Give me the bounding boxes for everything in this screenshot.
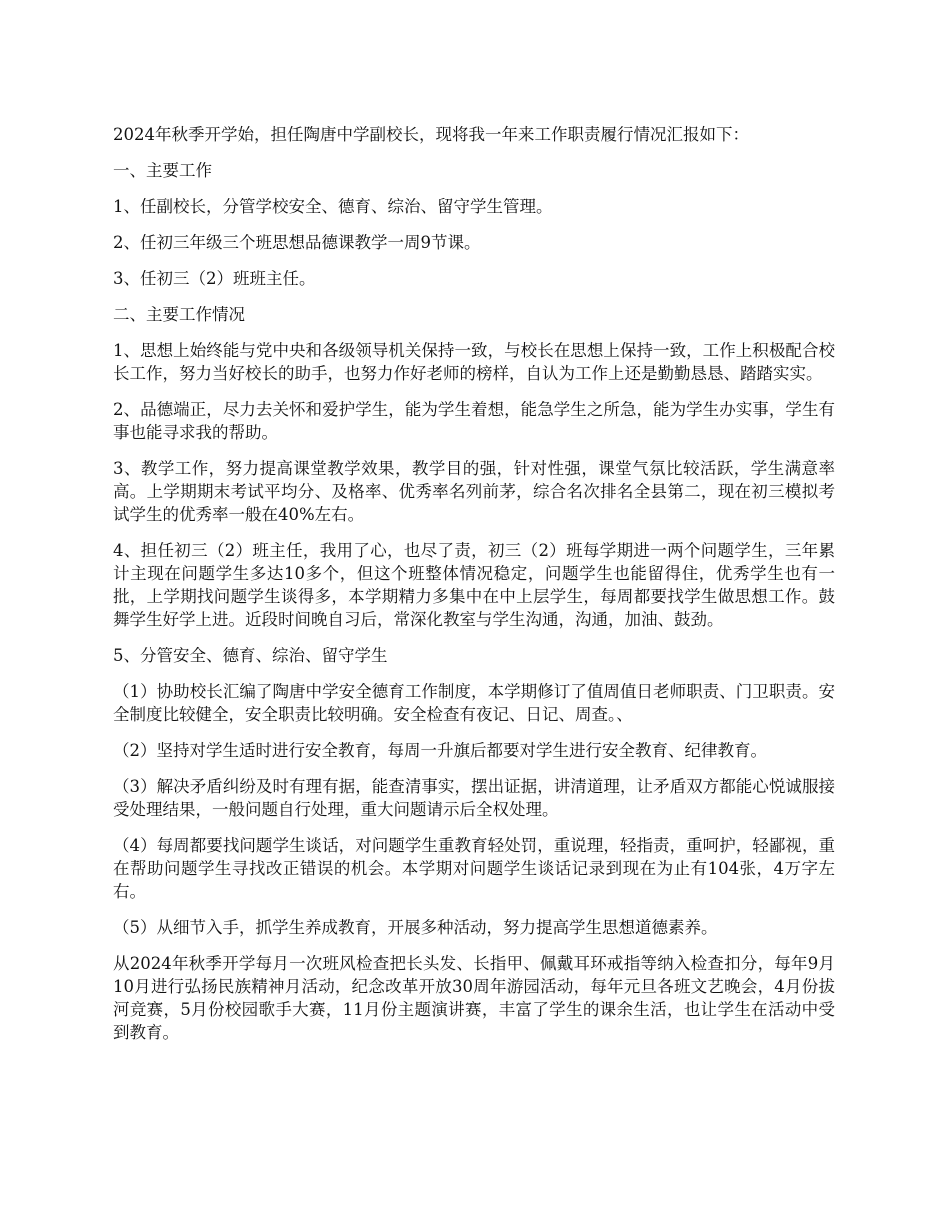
paragraph: 5、分管安全、德育、综治、留守学生 — [113, 646, 388, 665]
section-heading-main-work: 一、主要工作 — [113, 161, 212, 180]
document-body — [113, 123, 835, 1057]
paragraph: 1、任副校长，分管学校安全、德育、综治、留守学生管理。 — [113, 197, 553, 216]
paragraph: 3、教学工作，努力提高课堂教学效果，教学目的强，针对性强，课堂气氛比较活跃，学生满意率高。上学期期末考试平均分、及格率、优秀率名列前茅，综合名次排名全县第二，现在初三模拟考试学生的优秀率一般在40%左右。 — [113, 459, 835, 524]
paragraph: （5）从细节入手，抓学生养成教育，开展多种活动，努力提高学生思想道德素养。 — [113, 918, 718, 937]
paragraph: 2、任初三年级三个班思想品德课教学一周9节课。 — [113, 233, 481, 252]
section-heading-work-situation: 二、主要工作情况 — [113, 305, 245, 324]
paragraph: 1、思想上始终能与党中央和各级领导机关保持一致，与校长在思想上保持一致，工作上积极配合校长工作，努力当好校长的助手，也努力作好老师的榜样，自认为工作上还是勤勤恳恳、踏踏实实。 — [113, 341, 835, 383]
paragraph: 3、任初三（2）班班主任。 — [113, 269, 316, 288]
paragraph: （4）每周都要找问题学生谈话，对问题学生重教育轻处罚，重说理，轻指责，重呵护，轻鄙视，重在帮助问题学生寻找改正错误的机会。本学期对问题学生谈话记录到现在为止有104张，4万字左右。 — [113, 836, 835, 901]
paragraph: 4、担任初三（2）班主任，我用了心，也尽了责，初三（2）班每学期进一两个问题学生，三年累计主现在问题学生多达10多个，但这个班整体情况稳定，问题学生也能留得住，优秀学生也有一批，上学期找问题学生谈得多，本学期精力多集中在中上层学生，每周都要找学生做思想工作。鼓舞学生好学上进。近段时间晚自习后，常深化教室与学生沟通，沟通，加油、鼓劲。 — [113, 541, 835, 629]
intro-paragraph: 2024年秋季开学始，担任陶唐中学副校长，现将我一年来工作职责履行情况汇报如下： — [113, 125, 749, 144]
paragraph: （2）坚持对学生适时进行安全教育，每周一升旗后都要对学生进行安全教育、纪律教育。 — [113, 741, 767, 760]
paragraph: （3）解决矛盾纠纷及时有理有据，能查清事实，摆出证据，讲清道理，让矛盾双方都能心悦诚服接受处理结果，一般问题自行处理，重大问题请示后全权处理。 — [113, 777, 835, 819]
paragraph: （1）协助校长汇编了陶唐中学安全德育工作制度，本学期修订了值周值日老师职责、门卫职责。安全制度比较健全，安全职责比较明确。安全检查有夜记、日记、周查。、 — [113, 682, 835, 724]
paragraph: 从2024年秋季开学每月一次班风检查把长头发、长指甲、佩戴耳环戒指等纳入检查扣分，每年9月10月进行弘扬民族精神月活动，纪念改革开放30周年游园活动，每年元旦各班文艺晚会，4月份拔河竞赛，5月份校园歌手大赛，11月份主题演讲赛，丰富了学生的课余生活，也让学生在活动中受到教育。 — [113, 954, 835, 1042]
paragraph: 2、品德端正，尽力去关怀和爱护学生，能为学生着想，能急学生之所急，能为学生办实事，学生有事也能寻求我的帮助。 — [113, 400, 835, 442]
